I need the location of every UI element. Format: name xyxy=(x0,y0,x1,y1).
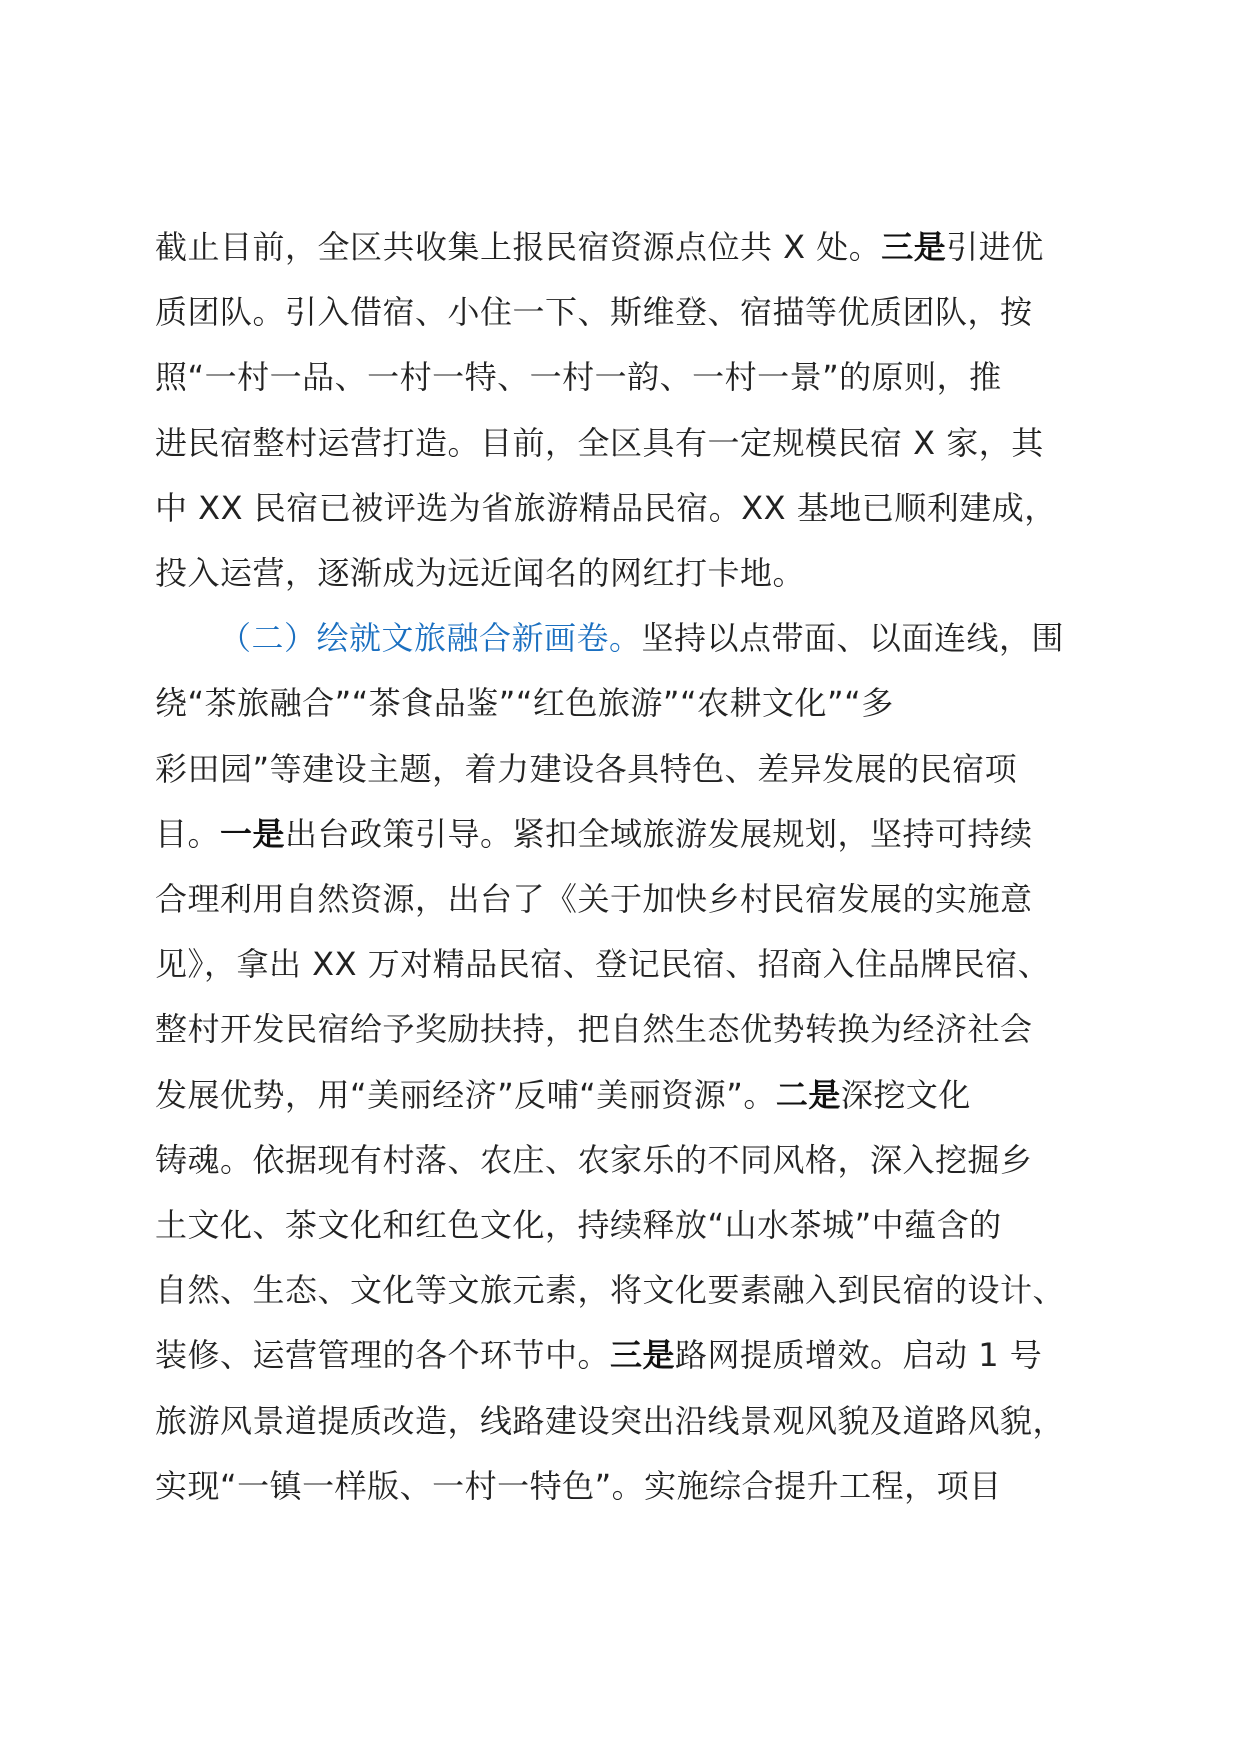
paragraph-2-line-4 xyxy=(155,802,1095,867)
text-run: 路网提质增效。启动 1 号 xyxy=(675,1336,1043,1375)
paragraph-1-line-5: 中 XX 民宿已被评选为省旅游精品民宿。XX 基地已顺利建成， xyxy=(155,488,1057,527)
text-run: 坚持以点带面、以面连线，围 xyxy=(641,619,1065,658)
paragraph-2-line-8 xyxy=(155,1063,1095,1128)
bold-keyword: 二是 xyxy=(775,1075,841,1114)
paragraph-2-line-10: 土文化、茶文化和红色文化，持续释放“山水茶城”中蕴含的 xyxy=(155,1206,1002,1245)
paragraph-2-line-2: 绕“茶旅融合”“茶食品鉴”“红色旅游”“农耕文化”“多 xyxy=(155,684,894,723)
bold-keyword: 三是 xyxy=(610,1336,676,1375)
paragraph-1-line-4: 进民宿整村运营打造。目前，全区具有一定规模民宿 X 家，其 xyxy=(155,423,1044,462)
bold-keyword: 三是 xyxy=(881,228,947,266)
paragraph-1-line-6: 投入运营，逐渐成为远近闻名的网红打卡地。 xyxy=(155,554,806,593)
paragraph-2-line-9: 铸魂。依据现有村落、农庄、农家乐的不同风格，深入挖掘乡 xyxy=(155,1140,1033,1179)
text-run: 出台政策引导。紧扣全域旅游发展规划，坚持可持续 xyxy=(285,814,1033,853)
text-run: 深挖文化 xyxy=(840,1075,971,1114)
paragraph-1-line-2: 质团队。引入借宿、小住一下、斯维登、宿描等优质团队，按 xyxy=(155,293,1033,332)
document-body xyxy=(155,215,1095,1519)
paragraph-2-line-7: 整村开发民宿给予奖励扶持，把自然生态优势转换为经济社会 xyxy=(155,1010,1033,1049)
paragraph-2-line-12 xyxy=(155,1323,1095,1388)
bold-keyword: 一是 xyxy=(220,814,286,853)
paragraph-1-line-3: 照“一村一品、一村一特、一村一韵、一村一景”的原则，推 xyxy=(155,358,1002,397)
paragraph-2-line-3: 彩田园”等建设主题，着力建设各具特色、差异发展的民宿项 xyxy=(155,749,1018,788)
paragraph-2 xyxy=(155,606,1095,1519)
text-run: 截止目前，全区共收集上报民宿资源点位共 X 处。 xyxy=(155,228,882,266)
text-run: 目。 xyxy=(155,814,221,853)
paragraph-1 xyxy=(155,215,1095,606)
text-run: 装修、运营管理的各个环节中。 xyxy=(155,1336,611,1375)
section-heading: （二）绘就文旅融合新画卷。 xyxy=(219,619,642,658)
paragraph-2-line-13: 旅游风景道提质改造，线路建设突出沿线景观风貌及道路风貌， xyxy=(155,1401,1066,1440)
text-run: 发展优势，用“美丽经济”反哺“美丽资源”。 xyxy=(155,1075,776,1114)
paragraph-2-line-6: 见》，拿出 XX 万对精品民宿、登记民宿、招商入住品牌民宿、 xyxy=(155,945,1051,984)
paragraph-2-line-11: 自然、生态、文化等文旅元素，将文化要素融入到民宿的设计、 xyxy=(155,1271,1066,1310)
text-run: 引进优 xyxy=(946,228,1044,266)
paragraph-2-line-5: 合理利用自然资源，出台了《关于加快乡村民宿发展的实施意 xyxy=(155,880,1033,919)
paragraph-2-line-1 xyxy=(155,606,1095,671)
paragraph-1-line-1 xyxy=(155,215,1095,280)
paragraph-2-line-14: 实现“一镇一样版、一村一特色”。实施综合提升工程，项目 xyxy=(155,1466,1002,1505)
